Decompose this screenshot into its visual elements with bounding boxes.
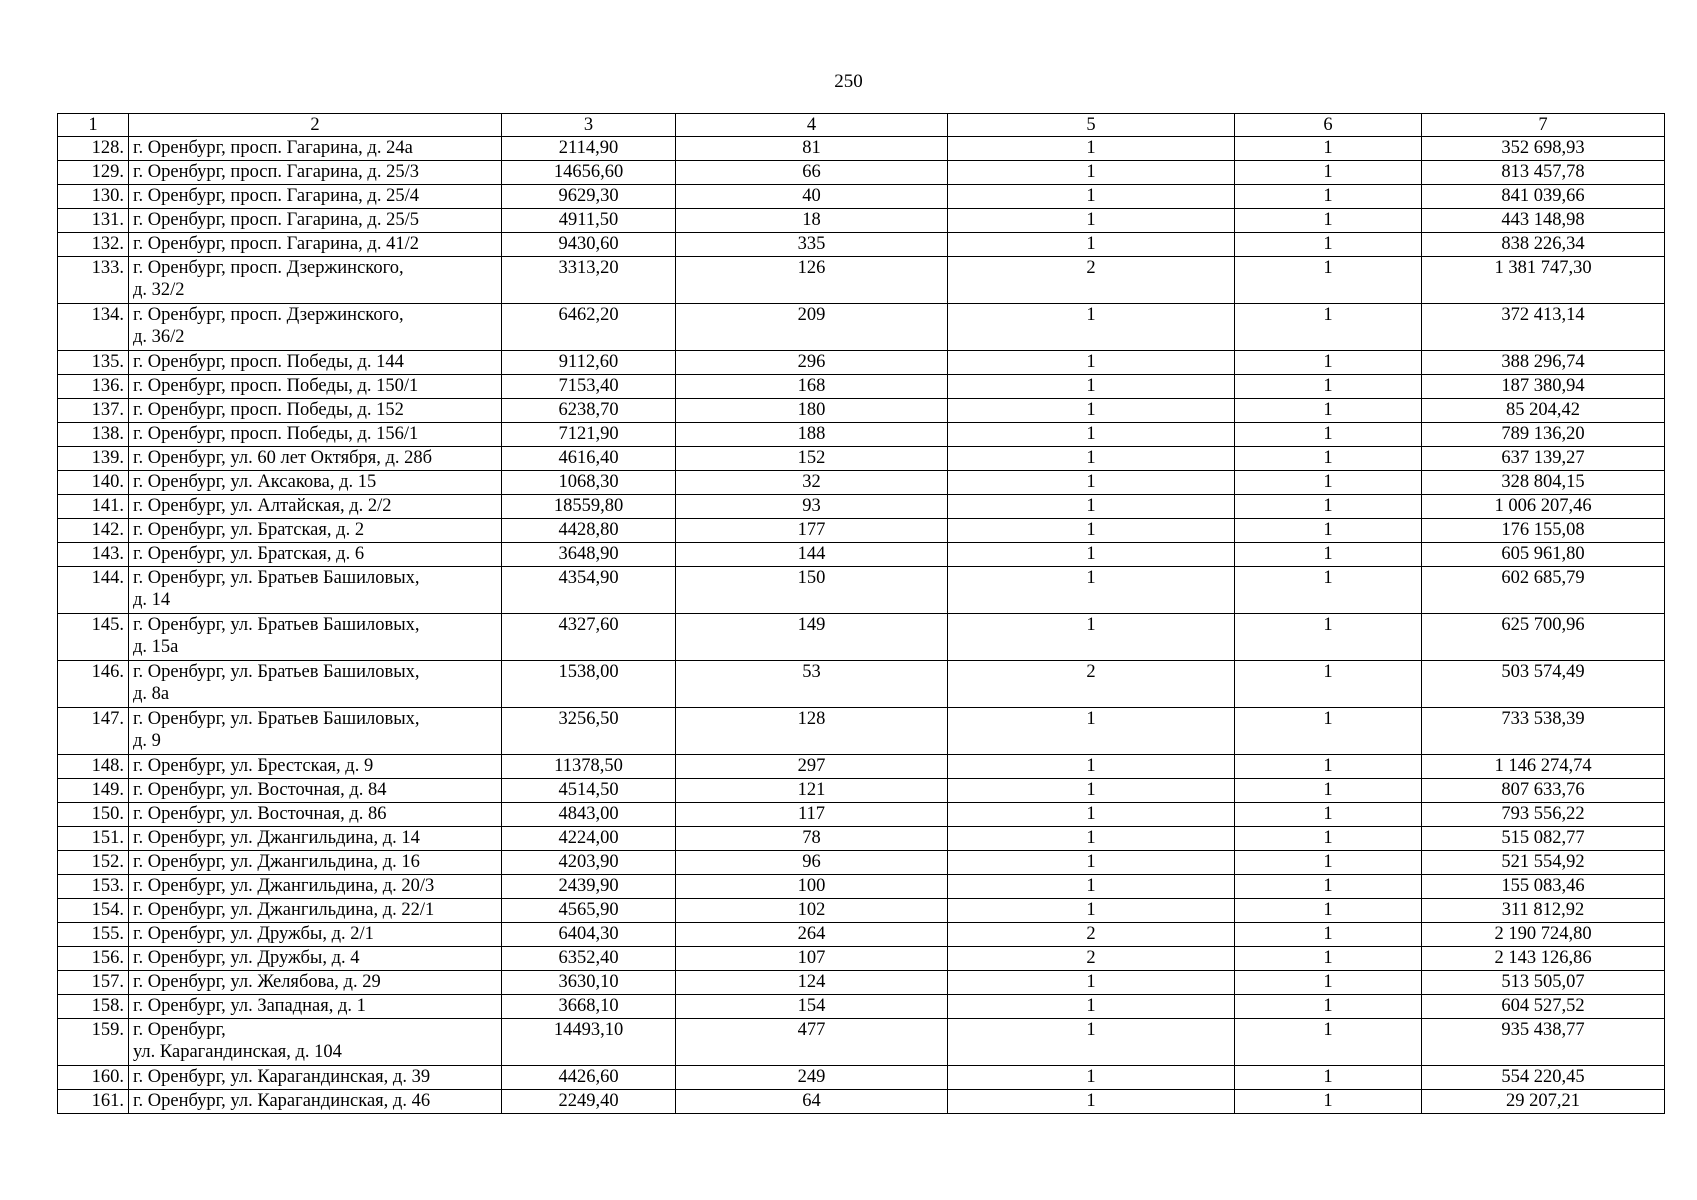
header-col-7: 7 bbox=[1422, 114, 1665, 137]
col-4-cell: 209 bbox=[676, 304, 948, 351]
col-5-cell: 1 bbox=[948, 567, 1235, 614]
row-number: 135. bbox=[58, 351, 129, 375]
col-6-cell: 1 bbox=[1235, 257, 1422, 304]
row-number: 151. bbox=[58, 827, 129, 851]
table-row bbox=[58, 423, 1665, 447]
col-5-cell: 1 bbox=[948, 209, 1235, 233]
col-3-cell: 2249,40 bbox=[502, 1090, 676, 1114]
col-7-cell: 515 082,77 bbox=[1422, 827, 1665, 851]
address-line: д. 8а bbox=[133, 684, 170, 704]
col-3-cell: 11378,50 bbox=[502, 755, 676, 779]
col-6-cell: 1 bbox=[1235, 923, 1422, 947]
col-4-cell: 128 bbox=[676, 708, 948, 755]
col-4-cell: 81 bbox=[676, 137, 948, 161]
col-5-cell: 1 bbox=[948, 543, 1235, 567]
col-6-cell: 1 bbox=[1235, 851, 1422, 875]
row-number: 155. bbox=[58, 923, 129, 947]
col-3-cell: 4354,90 bbox=[502, 567, 676, 614]
address-cell: г. Оренбург, просп. Победы, д. 150/1 bbox=[129, 375, 502, 399]
address-line: г. Оренбург, просп. Дзержинского, bbox=[133, 305, 404, 325]
address-cell: г. Оренбург, ул. Карагандинская, д. 46 bbox=[129, 1090, 502, 1114]
col-5-cell: 1 bbox=[948, 137, 1235, 161]
col-3-cell: 6462,20 bbox=[502, 304, 676, 351]
col-6-cell: 1 bbox=[1235, 209, 1422, 233]
col-5-cell: 1 bbox=[948, 1019, 1235, 1066]
row-number: 141. bbox=[58, 495, 129, 519]
address-line: г. Оренбург, просп. Дзержинского, bbox=[133, 258, 404, 278]
col-7-cell: 841 039,66 bbox=[1422, 185, 1665, 209]
col-7-cell: 935 438,77 bbox=[1422, 1019, 1665, 1066]
col-4-cell: 66 bbox=[676, 161, 948, 185]
col-5-cell: 1 bbox=[948, 447, 1235, 471]
col-4-cell: 126 bbox=[676, 257, 948, 304]
col-4-cell: 18 bbox=[676, 209, 948, 233]
address-line: д. 14 bbox=[133, 590, 171, 610]
col-5-cell: 1 bbox=[948, 803, 1235, 827]
col-7-cell: 1 146 274,74 bbox=[1422, 755, 1665, 779]
address-cell: г. Оренбург, ул. Джангильдина, д. 22/1 bbox=[129, 899, 502, 923]
col-7-cell: 625 700,96 bbox=[1422, 614, 1665, 661]
col-3-cell: 2439,90 bbox=[502, 875, 676, 899]
col-7-cell: 1 381 747,30 bbox=[1422, 257, 1665, 304]
col-5-cell: 1 bbox=[948, 708, 1235, 755]
col-3-cell: 4616,40 bbox=[502, 447, 676, 471]
col-7-cell: 155 083,46 bbox=[1422, 875, 1665, 899]
col-7-cell: 443 148,98 bbox=[1422, 209, 1665, 233]
table-row bbox=[58, 875, 1665, 899]
col-6-cell: 1 bbox=[1235, 423, 1422, 447]
col-4-cell: 107 bbox=[676, 947, 948, 971]
col-7-cell: 352 698,93 bbox=[1422, 137, 1665, 161]
col-7-cell: 1 006 207,46 bbox=[1422, 495, 1665, 519]
row-number: 146. bbox=[58, 661, 129, 708]
col-4-cell: 149 bbox=[676, 614, 948, 661]
header-col-1: 1 bbox=[58, 114, 129, 137]
col-3-cell: 6404,30 bbox=[502, 923, 676, 947]
col-3-cell: 1068,30 bbox=[502, 471, 676, 495]
table-row bbox=[58, 1019, 1665, 1066]
address-cell: г. Оренбург, просп. Победы, д. 152 bbox=[129, 399, 502, 423]
col-6-cell: 1 bbox=[1235, 1090, 1422, 1114]
table-row bbox=[58, 519, 1665, 543]
col-5-cell: 1 bbox=[948, 471, 1235, 495]
table-row bbox=[58, 495, 1665, 519]
address-cell: г. Оренбург, ул. Аксакова, д. 15 bbox=[129, 471, 502, 495]
col-6-cell: 1 bbox=[1235, 399, 1422, 423]
row-number: 156. bbox=[58, 947, 129, 971]
col-7-cell: 29 207,21 bbox=[1422, 1090, 1665, 1114]
col-4-cell: 40 bbox=[676, 185, 948, 209]
col-7-cell: 521 554,92 bbox=[1422, 851, 1665, 875]
col-4-cell: 150 bbox=[676, 567, 948, 614]
table-row bbox=[58, 614, 1665, 661]
address-line: г. Оренбург, ул. Братьев Башиловых, bbox=[133, 709, 420, 729]
col-7-cell: 554 220,45 bbox=[1422, 1066, 1665, 1090]
col-6-cell: 1 bbox=[1235, 519, 1422, 543]
row-number: 148. bbox=[58, 755, 129, 779]
col-3-cell: 4514,50 bbox=[502, 779, 676, 803]
col-7-cell: 2 143 126,86 bbox=[1422, 947, 1665, 971]
col-4-cell: 96 bbox=[676, 851, 948, 875]
col-5-cell: 1 bbox=[948, 827, 1235, 851]
row-number: 139. bbox=[58, 447, 129, 471]
col-4-cell: 53 bbox=[676, 661, 948, 708]
col-3-cell: 4327,60 bbox=[502, 614, 676, 661]
row-number: 138. bbox=[58, 423, 129, 447]
row-number: 150. bbox=[58, 803, 129, 827]
col-7-cell: 789 136,20 bbox=[1422, 423, 1665, 447]
col-7-cell: 605 961,80 bbox=[1422, 543, 1665, 567]
address-line: д. 9 bbox=[133, 731, 161, 751]
address-line: д. 32/2 bbox=[133, 280, 185, 300]
row-number: 133. bbox=[58, 257, 129, 304]
address-cell: г. Оренбург, просп. Гагарина, д. 41/2 bbox=[129, 233, 502, 257]
col-4-cell: 249 bbox=[676, 1066, 948, 1090]
table-row bbox=[58, 567, 1665, 614]
col-6-cell: 1 bbox=[1235, 875, 1422, 899]
col-6-cell: 1 bbox=[1235, 137, 1422, 161]
col-3-cell: 9629,30 bbox=[502, 185, 676, 209]
col-5-cell: 2 bbox=[948, 661, 1235, 708]
col-3-cell: 1538,00 bbox=[502, 661, 676, 708]
col-6-cell: 1 bbox=[1235, 971, 1422, 995]
col-3-cell: 9112,60 bbox=[502, 351, 676, 375]
col-7-cell: 838 226,34 bbox=[1422, 233, 1665, 257]
row-number: 140. bbox=[58, 471, 129, 495]
table-row bbox=[58, 543, 1665, 567]
row-number: 160. bbox=[58, 1066, 129, 1090]
col-3-cell: 6352,40 bbox=[502, 947, 676, 971]
col-6-cell: 1 bbox=[1235, 495, 1422, 519]
table-row bbox=[58, 971, 1665, 995]
row-number: 128. bbox=[58, 137, 129, 161]
col-4-cell: 177 bbox=[676, 519, 948, 543]
col-5-cell: 1 bbox=[948, 995, 1235, 1019]
col-3-cell: 4843,00 bbox=[502, 803, 676, 827]
table-row bbox=[58, 1066, 1665, 1090]
header-col-6: 6 bbox=[1235, 114, 1422, 137]
address-cell bbox=[129, 614, 502, 661]
address-cell bbox=[129, 257, 502, 304]
table-row bbox=[58, 779, 1665, 803]
row-number: 158. bbox=[58, 995, 129, 1019]
col-6-cell: 1 bbox=[1235, 661, 1422, 708]
col-4-cell: 100 bbox=[676, 875, 948, 899]
row-number: 131. bbox=[58, 209, 129, 233]
col-5-cell: 1 bbox=[948, 233, 1235, 257]
col-7-cell: 513 505,07 bbox=[1422, 971, 1665, 995]
row-number: 159. bbox=[58, 1019, 129, 1066]
table-row bbox=[58, 947, 1665, 971]
address-line: г. Оренбург, ул. Братьев Башиловых, bbox=[133, 615, 420, 635]
address-cell: г. Оренбург, ул. Западная, д. 1 bbox=[129, 995, 502, 1019]
col-5-cell: 1 bbox=[948, 399, 1235, 423]
col-5-cell: 1 bbox=[948, 875, 1235, 899]
col-6-cell: 1 bbox=[1235, 471, 1422, 495]
table-row bbox=[58, 185, 1665, 209]
col-5-cell: 1 bbox=[948, 185, 1235, 209]
col-3-cell: 14656,60 bbox=[502, 161, 676, 185]
table-row bbox=[58, 399, 1665, 423]
table-row bbox=[58, 257, 1665, 304]
address-line: г. Оренбург, bbox=[133, 1020, 226, 1040]
address-line: ул. Карагандинская, д. 104 bbox=[133, 1042, 342, 1062]
registry-table bbox=[57, 113, 1665, 1114]
col-3-cell: 18559,80 bbox=[502, 495, 676, 519]
row-number: 144. bbox=[58, 567, 129, 614]
col-7-cell: 2 190 724,80 bbox=[1422, 923, 1665, 947]
col-4-cell: 102 bbox=[676, 899, 948, 923]
address-line: г. Оренбург, ул. Братьев Башиловых, bbox=[133, 662, 420, 682]
col-4-cell: 180 bbox=[676, 399, 948, 423]
col-7-cell: 328 804,15 bbox=[1422, 471, 1665, 495]
address-cell: г. Оренбург, просп. Гагарина, д. 25/3 bbox=[129, 161, 502, 185]
col-5-cell: 1 bbox=[948, 161, 1235, 185]
col-6-cell: 1 bbox=[1235, 447, 1422, 471]
row-number: 129. bbox=[58, 161, 129, 185]
col-5-cell: 2 bbox=[948, 257, 1235, 304]
address-cell: г. Оренбург, ул. Алтайская, д. 2/2 bbox=[129, 495, 502, 519]
col-6-cell: 1 bbox=[1235, 543, 1422, 567]
col-7-cell: 388 296,74 bbox=[1422, 351, 1665, 375]
col-6-cell: 1 bbox=[1235, 375, 1422, 399]
col-5-cell: 1 bbox=[948, 1090, 1235, 1114]
address-line: г. Оренбург, ул. Братьев Башиловых, bbox=[133, 568, 420, 588]
table-row bbox=[58, 304, 1665, 351]
row-number: 154. bbox=[58, 899, 129, 923]
col-4-cell: 154 bbox=[676, 995, 948, 1019]
table-row bbox=[58, 375, 1665, 399]
table-row bbox=[58, 899, 1665, 923]
address-cell: г. Оренбург, ул. Джангильдина, д. 14 bbox=[129, 827, 502, 851]
col-6-cell: 1 bbox=[1235, 899, 1422, 923]
header-col-3: 3 bbox=[502, 114, 676, 137]
col-5-cell: 1 bbox=[948, 899, 1235, 923]
address-line: д. 15а bbox=[133, 637, 179, 657]
col-4-cell: 117 bbox=[676, 803, 948, 827]
address-cell bbox=[129, 661, 502, 708]
col-6-cell: 1 bbox=[1235, 567, 1422, 614]
address-cell: г. Оренбург, ул. Дружбы, д. 2/1 bbox=[129, 923, 502, 947]
address-cell: г. Оренбург, просп. Победы, д. 156/1 bbox=[129, 423, 502, 447]
col-5-cell: 1 bbox=[948, 423, 1235, 447]
table-row bbox=[58, 851, 1665, 875]
col-6-cell: 1 bbox=[1235, 1019, 1422, 1066]
col-7-cell: 176 155,08 bbox=[1422, 519, 1665, 543]
header-col-4: 4 bbox=[676, 114, 948, 137]
col-4-cell: 144 bbox=[676, 543, 948, 567]
col-3-cell: 4224,00 bbox=[502, 827, 676, 851]
col-7-cell: 807 633,76 bbox=[1422, 779, 1665, 803]
col-3-cell: 4565,90 bbox=[502, 899, 676, 923]
col-5-cell: 1 bbox=[948, 971, 1235, 995]
address-cell: г. Оренбург, ул. Брестская, д. 9 bbox=[129, 755, 502, 779]
address-cell: г. Оренбург, ул. Восточная, д. 84 bbox=[129, 779, 502, 803]
col-4-cell: 264 bbox=[676, 923, 948, 947]
col-5-cell: 1 bbox=[948, 495, 1235, 519]
col-7-cell: 637 139,27 bbox=[1422, 447, 1665, 471]
table-row bbox=[58, 351, 1665, 375]
col-3-cell: 4426,60 bbox=[502, 1066, 676, 1090]
col-6-cell: 1 bbox=[1235, 351, 1422, 375]
col-7-cell: 813 457,78 bbox=[1422, 161, 1665, 185]
address-cell: г. Оренбург, ул. 60 лет Октября, д. 28б bbox=[129, 447, 502, 471]
row-number: 134. bbox=[58, 304, 129, 351]
col-4-cell: 477 bbox=[676, 1019, 948, 1066]
table-row bbox=[58, 661, 1665, 708]
col-6-cell: 1 bbox=[1235, 755, 1422, 779]
col-5-cell: 1 bbox=[948, 755, 1235, 779]
col-4-cell: 64 bbox=[676, 1090, 948, 1114]
col-4-cell: 296 bbox=[676, 351, 948, 375]
address-cell bbox=[129, 1019, 502, 1066]
col-3-cell: 9430,60 bbox=[502, 233, 676, 257]
col-3-cell: 3668,10 bbox=[502, 995, 676, 1019]
col-6-cell: 1 bbox=[1235, 803, 1422, 827]
col-4-cell: 188 bbox=[676, 423, 948, 447]
col-7-cell: 604 527,52 bbox=[1422, 995, 1665, 1019]
address-cell: г. Оренбург, ул. Братская, д. 2 bbox=[129, 519, 502, 543]
col-3-cell: 2114,90 bbox=[502, 137, 676, 161]
col-5-cell: 1 bbox=[948, 779, 1235, 803]
row-number: 145. bbox=[58, 614, 129, 661]
page-number: 250 bbox=[834, 71, 863, 92]
row-number: 130. bbox=[58, 185, 129, 209]
col-3-cell: 3648,90 bbox=[502, 543, 676, 567]
col-4-cell: 93 bbox=[676, 495, 948, 519]
col-6-cell: 1 bbox=[1235, 1066, 1422, 1090]
col-6-cell: 1 bbox=[1235, 614, 1422, 661]
col-6-cell: 1 bbox=[1235, 708, 1422, 755]
row-number: 153. bbox=[58, 875, 129, 899]
col-6-cell: 1 bbox=[1235, 161, 1422, 185]
col-7-cell: 733 538,39 bbox=[1422, 708, 1665, 755]
col-7-cell: 187 380,94 bbox=[1422, 375, 1665, 399]
row-number: 147. bbox=[58, 708, 129, 755]
header-col-5: 5 bbox=[948, 114, 1235, 137]
row-number: 152. bbox=[58, 851, 129, 875]
col-3-cell: 3256,50 bbox=[502, 708, 676, 755]
table-row bbox=[58, 923, 1665, 947]
row-number: 143. bbox=[58, 543, 129, 567]
table-row bbox=[58, 755, 1665, 779]
address-cell: г. Оренбург, просп. Гагарина, д. 25/4 bbox=[129, 185, 502, 209]
col-5-cell: 2 bbox=[948, 947, 1235, 971]
header-col-2: 2 bbox=[129, 114, 502, 137]
col-3-cell: 14493,10 bbox=[502, 1019, 676, 1066]
address-cell bbox=[129, 304, 502, 351]
col-7-cell: 793 556,22 bbox=[1422, 803, 1665, 827]
col-7-cell: 85 204,42 bbox=[1422, 399, 1665, 423]
table-row bbox=[58, 447, 1665, 471]
address-line: д. 36/2 bbox=[133, 327, 185, 347]
row-number: 142. bbox=[58, 519, 129, 543]
col-6-cell: 1 bbox=[1235, 995, 1422, 1019]
col-4-cell: 121 bbox=[676, 779, 948, 803]
col-3-cell: 7153,40 bbox=[502, 375, 676, 399]
col-7-cell: 311 812,92 bbox=[1422, 899, 1665, 923]
col-3-cell: 4911,50 bbox=[502, 209, 676, 233]
col-3-cell: 6238,70 bbox=[502, 399, 676, 423]
col-5-cell: 1 bbox=[948, 351, 1235, 375]
col-6-cell: 1 bbox=[1235, 233, 1422, 257]
address-cell: г. Оренбург, просп. Победы, д. 144 bbox=[129, 351, 502, 375]
col-4-cell: 152 bbox=[676, 447, 948, 471]
table-row bbox=[58, 137, 1665, 161]
row-number: 136. bbox=[58, 375, 129, 399]
table-row bbox=[58, 161, 1665, 185]
address-cell: г. Оренбург, просп. Гагарина, д. 25/5 bbox=[129, 209, 502, 233]
row-number: 149. bbox=[58, 779, 129, 803]
row-number: 161. bbox=[58, 1090, 129, 1114]
col-4-cell: 32 bbox=[676, 471, 948, 495]
table-row bbox=[58, 209, 1665, 233]
col-4-cell: 78 bbox=[676, 827, 948, 851]
col-3-cell: 4203,90 bbox=[502, 851, 676, 875]
col-5-cell: 1 bbox=[948, 304, 1235, 351]
address-cell bbox=[129, 567, 502, 614]
col-5-cell: 1 bbox=[948, 614, 1235, 661]
col-3-cell: 7121,90 bbox=[502, 423, 676, 447]
table-row bbox=[58, 803, 1665, 827]
col-6-cell: 1 bbox=[1235, 827, 1422, 851]
table-row bbox=[58, 1090, 1665, 1114]
address-cell: г. Оренбург, ул. Джангильдина, д. 20/3 bbox=[129, 875, 502, 899]
address-cell: г. Оренбург, ул. Дружбы, д. 4 bbox=[129, 947, 502, 971]
table-header bbox=[58, 114, 1665, 137]
col-5-cell: 1 bbox=[948, 375, 1235, 399]
table-row bbox=[58, 233, 1665, 257]
col-6-cell: 1 bbox=[1235, 779, 1422, 803]
col-3-cell: 3630,10 bbox=[502, 971, 676, 995]
col-6-cell: 1 bbox=[1235, 947, 1422, 971]
col-3-cell: 3313,20 bbox=[502, 257, 676, 304]
address-cell: г. Оренбург, просп. Гагарина, д. 24а bbox=[129, 137, 502, 161]
row-number: 132. bbox=[58, 233, 129, 257]
col-4-cell: 168 bbox=[676, 375, 948, 399]
col-7-cell: 503 574,49 bbox=[1422, 661, 1665, 708]
col-7-cell: 372 413,14 bbox=[1422, 304, 1665, 351]
col-4-cell: 335 bbox=[676, 233, 948, 257]
col-3-cell: 4428,80 bbox=[502, 519, 676, 543]
header-row bbox=[58, 114, 1665, 137]
row-number: 157. bbox=[58, 971, 129, 995]
address-cell: г. Оренбург, ул. Восточная, д. 86 bbox=[129, 803, 502, 827]
col-5-cell: 1 bbox=[948, 851, 1235, 875]
table-row bbox=[58, 471, 1665, 495]
row-number: 137. bbox=[58, 399, 129, 423]
table-row bbox=[58, 995, 1665, 1019]
address-cell: г. Оренбург, ул. Желябова, д. 29 bbox=[129, 971, 502, 995]
col-6-cell: 1 bbox=[1235, 304, 1422, 351]
col-7-cell: 602 685,79 bbox=[1422, 567, 1665, 614]
address-cell bbox=[129, 708, 502, 755]
col-5-cell: 1 bbox=[948, 519, 1235, 543]
col-5-cell: 1 bbox=[948, 1066, 1235, 1090]
address-cell: г. Оренбург, ул. Джангильдина, д. 16 bbox=[129, 851, 502, 875]
table-row bbox=[58, 827, 1665, 851]
col-6-cell: 1 bbox=[1235, 185, 1422, 209]
col-4-cell: 124 bbox=[676, 971, 948, 995]
col-4-cell: 297 bbox=[676, 755, 948, 779]
address-cell: г. Оренбург, ул. Братская, д. 6 bbox=[129, 543, 502, 567]
col-5-cell: 2 bbox=[948, 923, 1235, 947]
address-cell: г. Оренбург, ул. Карагандинская, д. 39 bbox=[129, 1066, 502, 1090]
table-row bbox=[58, 708, 1665, 755]
table-body bbox=[58, 137, 1665, 1114]
